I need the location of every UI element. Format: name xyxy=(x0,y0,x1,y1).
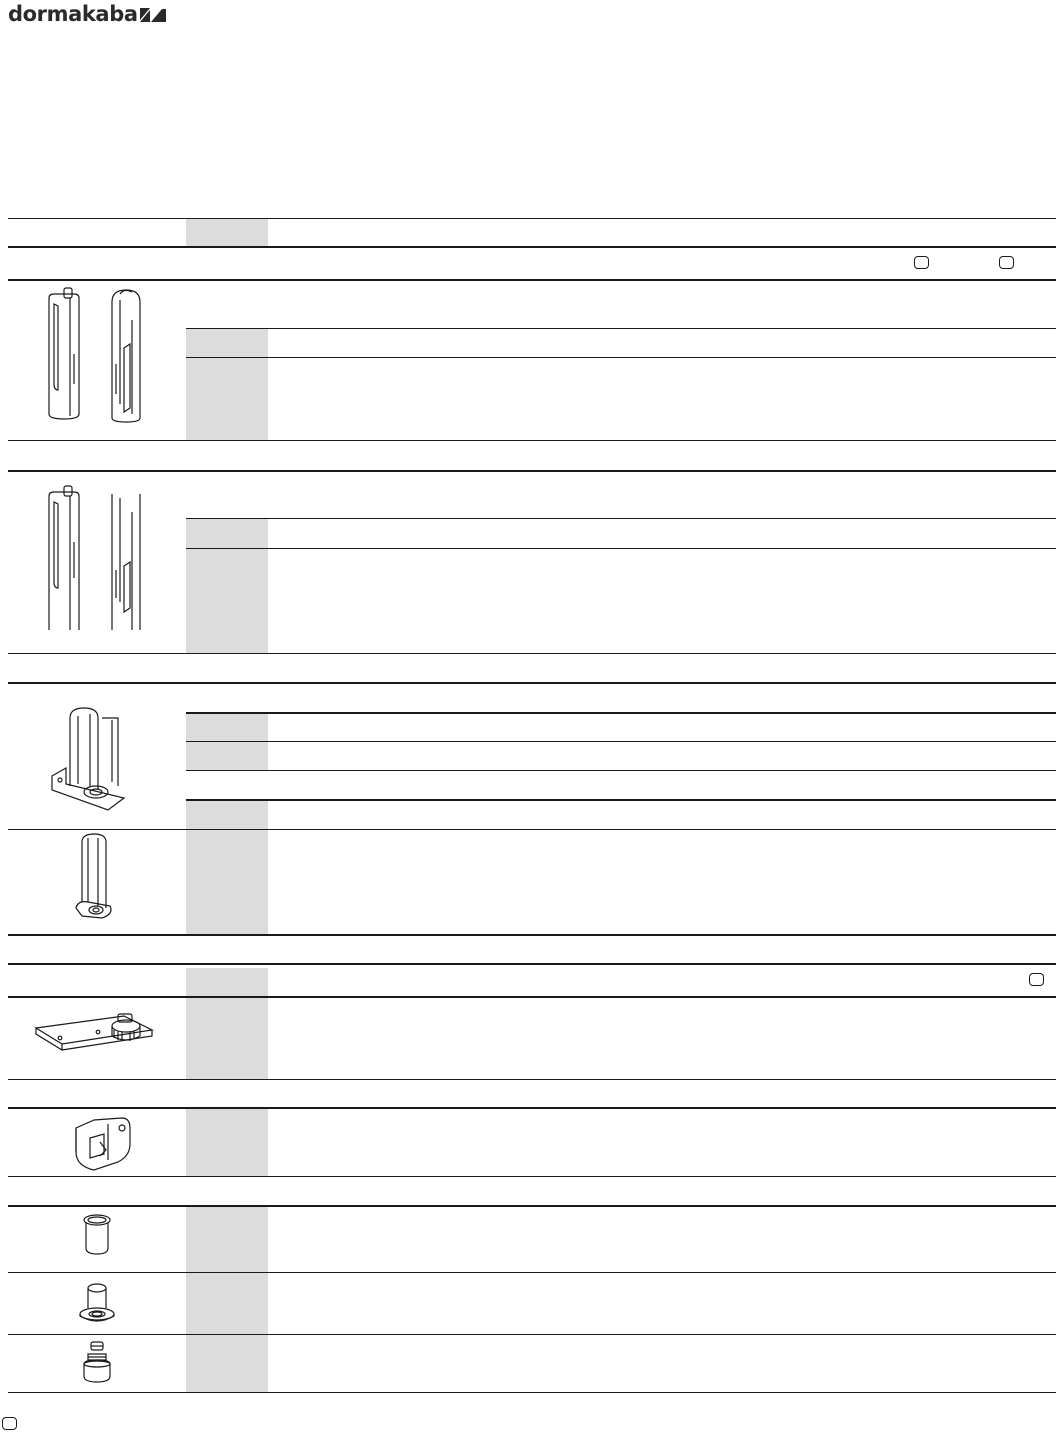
dormakaba-logo xyxy=(8,2,166,26)
clamp-bracket-icon xyxy=(72,1114,134,1172)
table-rule xyxy=(186,328,1056,329)
marker-symbol xyxy=(1029,973,1044,986)
threaded-pin-icon xyxy=(80,1340,114,1386)
table-rule xyxy=(186,741,1056,742)
table-rule xyxy=(8,1334,1056,1335)
table-rule xyxy=(186,799,1056,801)
table-rule xyxy=(186,518,1056,519)
pivot-plate-icon xyxy=(34,1012,156,1062)
table-rule xyxy=(8,682,1056,684)
logo-wordmark: dormakaba xyxy=(8,2,138,26)
bushing-cup-icon xyxy=(80,1212,114,1256)
grey-band xyxy=(186,1108,268,1176)
table-rule xyxy=(8,1392,1056,1393)
grey-band xyxy=(186,800,268,934)
table-rule xyxy=(8,653,1056,654)
grey-band xyxy=(186,968,268,1079)
hinge-sleeve-icon xyxy=(74,832,118,920)
table-rule xyxy=(8,1205,1056,1207)
logo-mark-icon xyxy=(140,8,166,22)
marker-symbol xyxy=(914,256,929,269)
table-rule xyxy=(8,1079,1056,1080)
grey-band xyxy=(186,1206,268,1393)
hinge-pair-long-icon xyxy=(40,482,152,632)
table-rule xyxy=(8,934,1056,936)
table-rule xyxy=(8,470,1056,472)
marker-symbol xyxy=(999,256,1014,269)
table-rule xyxy=(8,218,1056,219)
table-rule xyxy=(186,548,1056,549)
table-rule xyxy=(8,246,1056,248)
table-rule xyxy=(186,770,1056,771)
grey-band xyxy=(186,219,268,247)
table-rule xyxy=(186,357,1056,358)
table-rule xyxy=(8,996,1056,998)
table-rule xyxy=(8,1272,1056,1273)
marker-symbol xyxy=(2,1417,17,1430)
table-rule xyxy=(186,712,1056,714)
grey-band xyxy=(186,328,268,440)
table-rule xyxy=(8,440,1056,441)
table-rule xyxy=(8,1176,1056,1177)
table-rule xyxy=(8,1107,1056,1109)
bushing-flange-icon xyxy=(78,1280,116,1326)
grey-band xyxy=(186,518,268,653)
table-rule xyxy=(8,829,1056,830)
hinge-pair-icon xyxy=(40,284,152,426)
table-rule xyxy=(8,963,1056,965)
hinge-with-bracket-icon xyxy=(48,706,140,818)
table-rule xyxy=(8,279,1056,281)
